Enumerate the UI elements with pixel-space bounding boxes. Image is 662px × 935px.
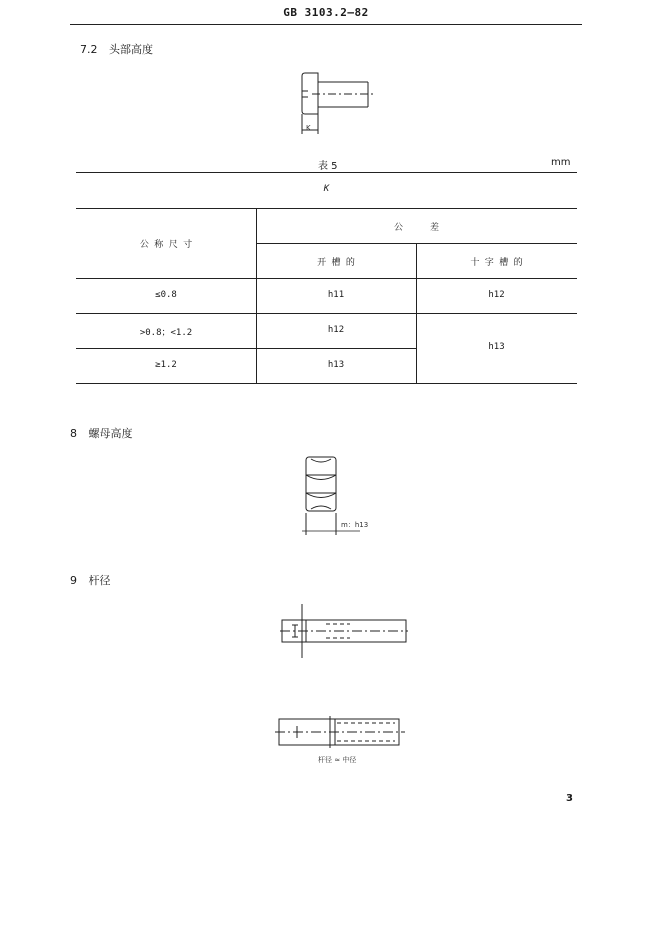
section-9-heading: [70, 572, 111, 588]
symbol-k: K: [323, 184, 330, 194]
shank-note-label: 杆径 ≈ 中径: [318, 756, 357, 764]
col-nominal-header: 公 称 尺 寸: [139, 240, 193, 250]
nut-tolerance-label: m：h13: [341, 521, 369, 529]
table-row-3-nominal: ≥1.2: [155, 360, 177, 370]
section-title: 螺母高度: [88, 427, 133, 440]
shank-diameter-figure: [280, 600, 410, 660]
col-cross-header: 十 字 槽 的: [470, 258, 523, 268]
table-5-caption: 表 5: [318, 161, 338, 172]
reduced-shank-figure: [275, 712, 410, 752]
section-title: 头部高度: [109, 43, 153, 56]
section-number: 9: [70, 574, 77, 587]
section-8-heading: [70, 425, 133, 441]
table-row-3-slotted: h13: [327, 360, 345, 370]
table-row-2-slotted: h12: [327, 325, 345, 335]
k-dimension-label: K: [306, 124, 311, 132]
col-tolerance-header: 公 差: [393, 223, 439, 233]
table-row-1-cross: h12: [488, 290, 505, 300]
section-number: 7.2: [80, 43, 98, 56]
col-slotted-header: 开 槽 的: [317, 258, 355, 268]
table-row-1-nominal: ≤0.8: [155, 290, 177, 300]
table-row-2-nominal: >0.8；<1.2: [139, 328, 193, 338]
screw-head-height-figure: [290, 70, 380, 140]
section-number: 8: [70, 427, 77, 440]
table-5: [76, 172, 577, 383]
table-cross-merged: h13: [488, 342, 505, 352]
section-7-2-heading: [80, 41, 153, 57]
table-row-1-slotted: h11: [327, 290, 345, 300]
standard-number: GB 3103.2—82: [283, 6, 369, 19]
document-header: [70, 6, 582, 25]
table-unit: mm: [551, 157, 571, 168]
section-title: 杆径: [88, 574, 111, 587]
page-number: 3: [566, 793, 573, 804]
